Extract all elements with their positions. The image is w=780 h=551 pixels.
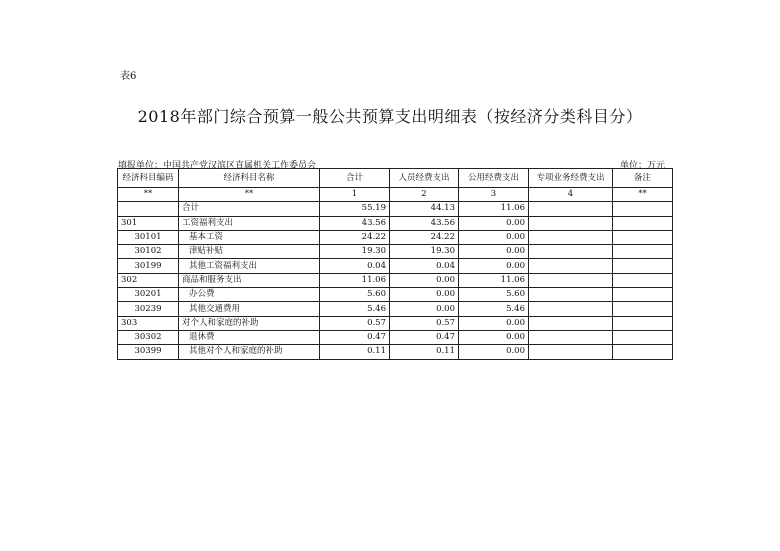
- cell-total: 11.06: [320, 273, 390, 287]
- cell-name: 办公费: [179, 288, 320, 302]
- cell-note: [613, 230, 673, 244]
- cell-special: [529, 316, 613, 330]
- table-row: [118, 245, 673, 259]
- col-header-total: 合计: [320, 169, 390, 188]
- cell-note: [613, 330, 673, 344]
- index-cell: 3: [459, 188, 529, 202]
- cell-note: [613, 202, 673, 216]
- page-title: 2018年部门综合预算一般公共预算支出明细表（按经济分类科目分）: [137, 107, 643, 126]
- cell-special: [529, 273, 613, 287]
- cell-note: [613, 288, 673, 302]
- cell-personnel: 0.47: [390, 330, 459, 344]
- table-row: [118, 316, 673, 330]
- index-cell: 4: [529, 188, 613, 202]
- cell-code: 303: [118, 316, 179, 330]
- cell-name: 商品和服务支出: [179, 273, 320, 287]
- index-cell: **: [179, 188, 320, 202]
- expenditure-table: [117, 168, 673, 360]
- cell-name: 津贴补贴: [179, 245, 320, 259]
- currency-unit: 单位：万元: [620, 161, 666, 171]
- cell-name: 其他对个人和家庭的补助: [179, 345, 320, 359]
- cell-code: [118, 202, 179, 216]
- cell-public: 0.00: [459, 230, 529, 244]
- table-row: [118, 216, 673, 230]
- cell-public: 0.00: [459, 345, 529, 359]
- cell-personnel: 24.22: [390, 230, 459, 244]
- cell-public: 5.46: [459, 302, 529, 316]
- index-cell: 1: [320, 188, 390, 202]
- cell-total: 0.11: [320, 345, 390, 359]
- table-number: 表6: [120, 71, 137, 82]
- cell-total: 19.30: [320, 245, 390, 259]
- cell-special: [529, 202, 613, 216]
- cell-public: 0.00: [459, 259, 529, 273]
- cell-total: 0.47: [320, 330, 390, 344]
- index-cell: **: [118, 188, 179, 202]
- cell-note: [613, 216, 673, 230]
- cell-total: 0.57: [320, 316, 390, 330]
- cell-name: 基本工资: [179, 230, 320, 244]
- cell-total: 24.22: [320, 230, 390, 244]
- table-body: [118, 202, 673, 359]
- cell-note: [613, 345, 673, 359]
- index-cell: 2: [390, 188, 459, 202]
- cell-personnel: 0.00: [390, 288, 459, 302]
- cell-public: 0.00: [459, 216, 529, 230]
- cell-personnel: 19.30: [390, 245, 459, 259]
- cell-personnel: 0.57: [390, 316, 459, 330]
- table-row: [118, 202, 673, 216]
- cell-personnel: 44.13: [390, 202, 459, 216]
- cell-note: [613, 259, 673, 273]
- cell-note: [613, 302, 673, 316]
- cell-name: 工资福利支出: [179, 216, 320, 230]
- cell-note: [613, 273, 673, 287]
- col-header-special: 专项业务经费支出: [529, 169, 613, 188]
- cell-code: 30302: [118, 330, 179, 344]
- cell-note: [613, 245, 673, 259]
- table-row: [118, 302, 673, 316]
- cell-special: [529, 345, 613, 359]
- cell-special: [529, 216, 613, 230]
- cell-total: 5.60: [320, 288, 390, 302]
- cell-total: 5.46: [320, 302, 390, 316]
- cell-public: 0.00: [459, 245, 529, 259]
- table-row: [118, 330, 673, 344]
- col-header-code: 经济科目编码: [118, 169, 179, 188]
- cell-public: 11.06: [459, 273, 529, 287]
- table-row: [118, 273, 673, 287]
- col-header-note: 备注: [613, 169, 673, 188]
- cell-code: 301: [118, 216, 179, 230]
- cell-name: 合计: [179, 202, 320, 216]
- cell-code: 30399: [118, 345, 179, 359]
- cell-name: 对个人和家庭的补助: [179, 316, 320, 330]
- cell-public: 11.06: [459, 202, 529, 216]
- cell-code: 30101: [118, 230, 179, 244]
- table-row: [118, 230, 673, 244]
- cell-personnel: 0.04: [390, 259, 459, 273]
- cell-total: 0.04: [320, 259, 390, 273]
- cell-special: [529, 245, 613, 259]
- cell-public: 0.00: [459, 330, 529, 344]
- cell-code: 30199: [118, 259, 179, 273]
- cell-special: [529, 230, 613, 244]
- col-header-personnel: 人员经费支出: [390, 169, 459, 188]
- cell-total: 55.19: [320, 202, 390, 216]
- cell-special: [529, 302, 613, 316]
- table-row: [118, 259, 673, 273]
- cell-special: [529, 330, 613, 344]
- cell-special: [529, 259, 613, 273]
- cell-public: 0.00: [459, 316, 529, 330]
- cell-public: 5.60: [459, 288, 529, 302]
- col-header-name: 经济科目名称: [179, 169, 320, 188]
- cell-name: 退休费: [179, 330, 320, 344]
- cell-code: 30239: [118, 302, 179, 316]
- table-row: [118, 345, 673, 359]
- cell-code: 302: [118, 273, 179, 287]
- cell-special: [529, 288, 613, 302]
- cell-personnel: 43.56: [390, 216, 459, 230]
- cell-code: 30102: [118, 245, 179, 259]
- cell-personnel: 0.00: [390, 273, 459, 287]
- cell-name: 其他交通费用: [179, 302, 320, 316]
- reporting-unit: 填报单位：中国共产党汉滨区直属机关工作委员会: [118, 161, 317, 171]
- index-row: [118, 188, 673, 202]
- cell-code: 30201: [118, 288, 179, 302]
- header-row: [118, 169, 673, 188]
- cell-total: 43.56: [320, 216, 390, 230]
- cell-note: [613, 316, 673, 330]
- col-header-public: 公用经费支出: [459, 169, 529, 188]
- index-cell: **: [613, 188, 673, 202]
- table-row: [118, 288, 673, 302]
- cell-personnel: 0.11: [390, 345, 459, 359]
- cell-name: 其他工资福利支出: [179, 259, 320, 273]
- cell-personnel: 0.00: [390, 302, 459, 316]
